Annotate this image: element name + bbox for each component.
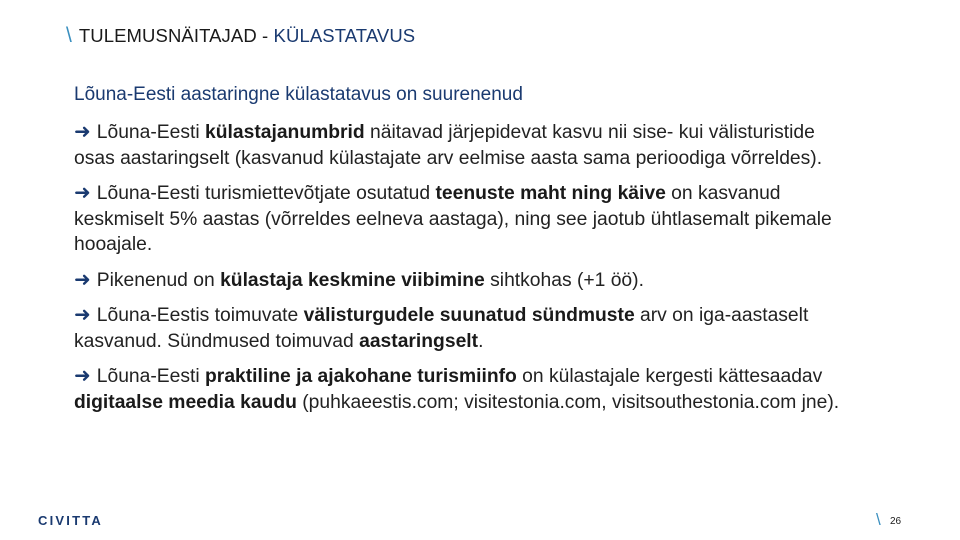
bullet-text: Lõuna-Eestis toimuvate — [96, 305, 304, 326]
bullet-emphasis: teenuste maht ning käive — [435, 183, 666, 204]
bullet-text: on külastajale kergesti kättesaadav — [516, 366, 823, 387]
bullet-item-4 — [74, 303, 844, 354]
bullet-item-2 — [74, 181, 844, 258]
bullet-emphasis: välisturgudele suunatud sündmuste — [303, 305, 635, 326]
bullet-list — [74, 120, 844, 425]
bullet-text: Lõuna-Eesti — [96, 122, 206, 143]
bullet-text: Lõuna-Eesti turismiettevõtjate osutatud — [96, 183, 436, 204]
bullet-text: Pikenenud on — [96, 269, 221, 291]
page-header — [66, 24, 415, 48]
bullet-item-3 — [74, 268, 844, 294]
bullet-text: on kasvanud keskmiselt 5% aastas (võrreldes eelneva aastaga), ning see jaotub ühtlasemalt pikemale hooajale. — [74, 183, 832, 255]
bullet-text: . — [478, 330, 484, 352]
bullet-text: (puhkaeestis.com; visitestonia.com, visitsouthestonia.com jne). — [296, 391, 840, 413]
arrow-right-icon: ➜ — [74, 268, 91, 291]
bullet-item-1 — [74, 120, 844, 171]
arrow-right-icon: ➜ — [74, 182, 91, 204]
footer-slash-mark: \ — [876, 510, 881, 529]
arrow-right-icon: ➜ — [74, 365, 91, 387]
arrow-right-icon: ➜ — [74, 121, 91, 143]
page-title — [79, 25, 415, 47]
civitta-logo: CIVITTA — [38, 513, 103, 528]
page-title-main: TULEMUSNÄITAJAD - — [78, 25, 274, 46]
bullet-text: sihtkohas (+1 öö). — [484, 269, 644, 291]
bullet-item-5 — [74, 364, 844, 415]
bullet-emphasis: külastajanumbrid — [205, 122, 365, 143]
bullet-text: arv on iga-aastaselt kasvanud. Sündmused toimuvad — [74, 305, 809, 352]
page-title-accent: KÜLASTATAVUS — [273, 25, 416, 46]
bullet-emphasis: aastaringselt — [359, 330, 479, 352]
bullet-text: Lõuna-Eesti — [96, 366, 206, 387]
bullet-emphasis: külastaja keskmine viibimine — [220, 269, 485, 291]
bullet-text: näitavad järjepidevat kasvu nii sise- kui välisturistide osas aastaringselt (kasvanud külastajate arv eelmise aasta sama perioodiga võrreldes). — [74, 122, 823, 169]
header-slash-mark: \ — [66, 24, 72, 47]
arrow-right-icon: ➜ — [74, 304, 91, 326]
bullet-emphasis: digitaalse meedia kaudu — [74, 391, 297, 413]
page-number: 26 — [890, 516, 902, 527]
bullet-emphasis: praktiline ja ajakohane turismiinfo — [205, 366, 517, 387]
section-subtitle: Lõuna-Eesti aastaringne külastatavus on suurenenud — [74, 84, 523, 105]
